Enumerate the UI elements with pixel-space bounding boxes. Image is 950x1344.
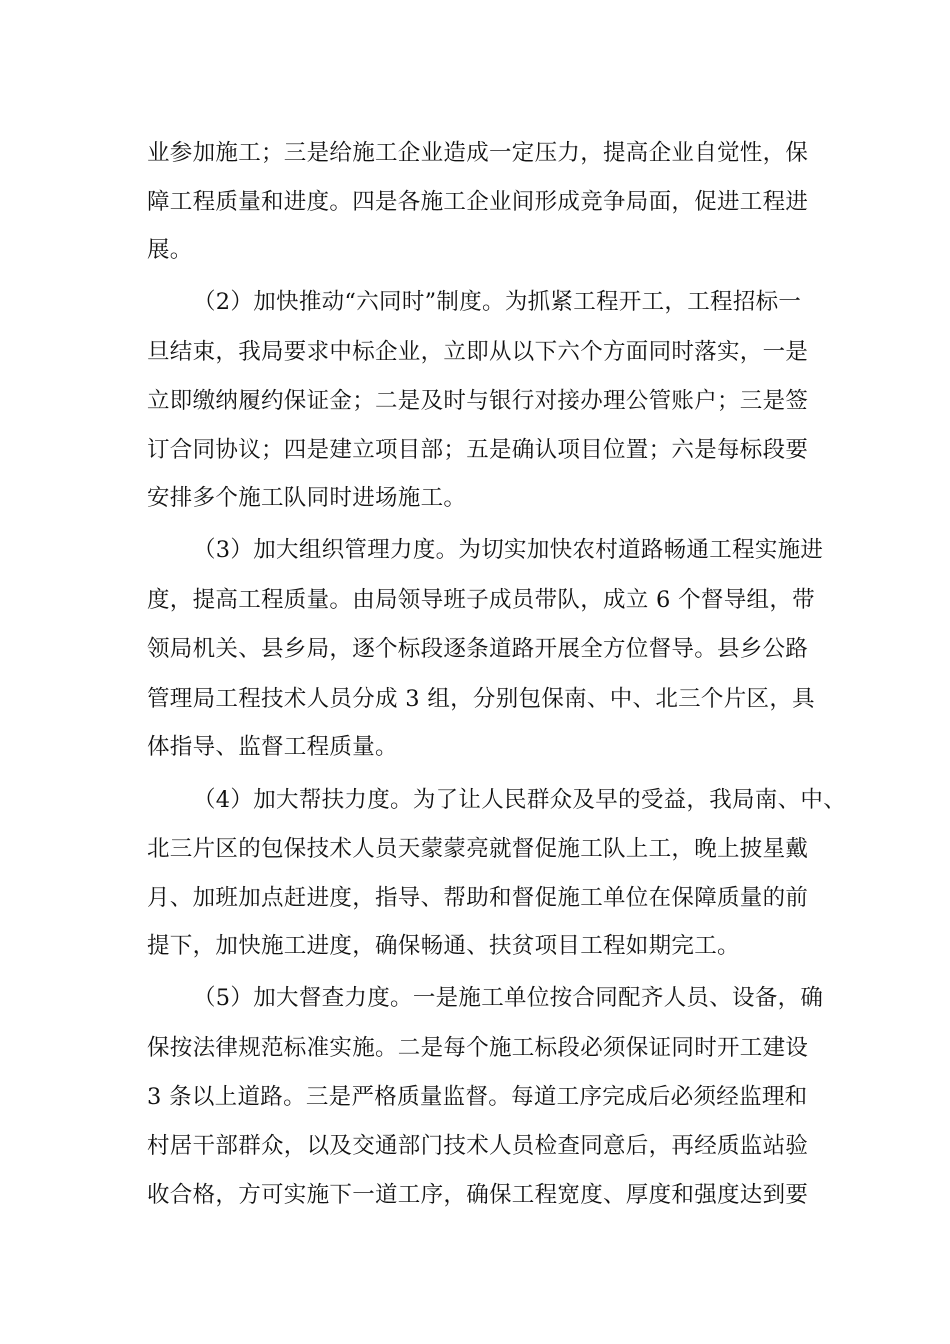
paragraph-5-start: （5）加大督查力度。一是施工单位按合同配齐人员、设备，确 — [193, 985, 824, 1011]
paragraph-4-start: （4）加大帮扶力度。为了让人民群众及早的受益，我局南、中、 — [193, 787, 847, 813]
text-line: 立即缴纳履约保证金；二是及时与银行对接办理公管账户；三是签 — [147, 388, 809, 414]
text-line: 订合同协议；四是建立项目部；五是确认项目位置；六是每标段要 — [147, 437, 809, 463]
text-line: 度，提高工程质量。由局领导班子成员带队，成立 6 个督导组，带 — [147, 587, 815, 613]
text-line: 北三片区的包保技术人员天蒙蒙亮就督促施工队上工，晚上披星戴 — [147, 836, 809, 862]
text-line: 提下，加快施工进度，确保畅通、扶贫项目工程如期完工。 — [147, 933, 740, 959]
text-line: 领局机关、县乡局，逐个标段逐条道路开展全方位督导。县乡公路 — [147, 636, 809, 662]
paragraph-2-start: （2）加快推动“六同时”制度。为抓紧工程开工，工程招标一 — [193, 289, 802, 315]
text-line: 旦结束，我局要求中标企业，立即从以下六个方面同时落实，一是 — [147, 339, 809, 365]
text-line: 保按法律规范标准实施。二是每个施工标段必须保证同时开工建设 — [147, 1035, 809, 1061]
text-line: 安排多个施工队同时进场施工。 — [147, 485, 467, 511]
text-line: 3 条以上道路。三是严格质量监督。每道工序完成后必须经监理和 — [147, 1084, 808, 1110]
text-line: 收合格，方可实施下一道工序，确保工程宽度、厚度和强度达到要 — [147, 1182, 809, 1208]
text-line: 管理局工程技术人员分成 3 组，分别包保南、中、北三个片区，具 — [147, 686, 815, 712]
text-line: 村居干部群众，以及交通部门技术人员检查同意后，再经质监站验 — [147, 1133, 809, 1159]
paragraph-3-start: （3）加大组织管理力度。为切实加快农村道路畅通工程实施进 — [193, 537, 824, 563]
text-line: 障工程质量和进度。四是各施工企业间形成竞争局面，促进工程进 — [147, 189, 809, 215]
text-line: 展。 — [147, 237, 193, 263]
text-line: 月、加班加点赶进度，指导、帮助和督促施工单位在保障质量的前 — [147, 885, 809, 911]
text-line: 业参加施工；三是给施工企业造成一定压力，提高企业自觉性，保 — [147, 140, 809, 166]
text-line: 体指导、监督工程质量。 — [147, 734, 398, 760]
